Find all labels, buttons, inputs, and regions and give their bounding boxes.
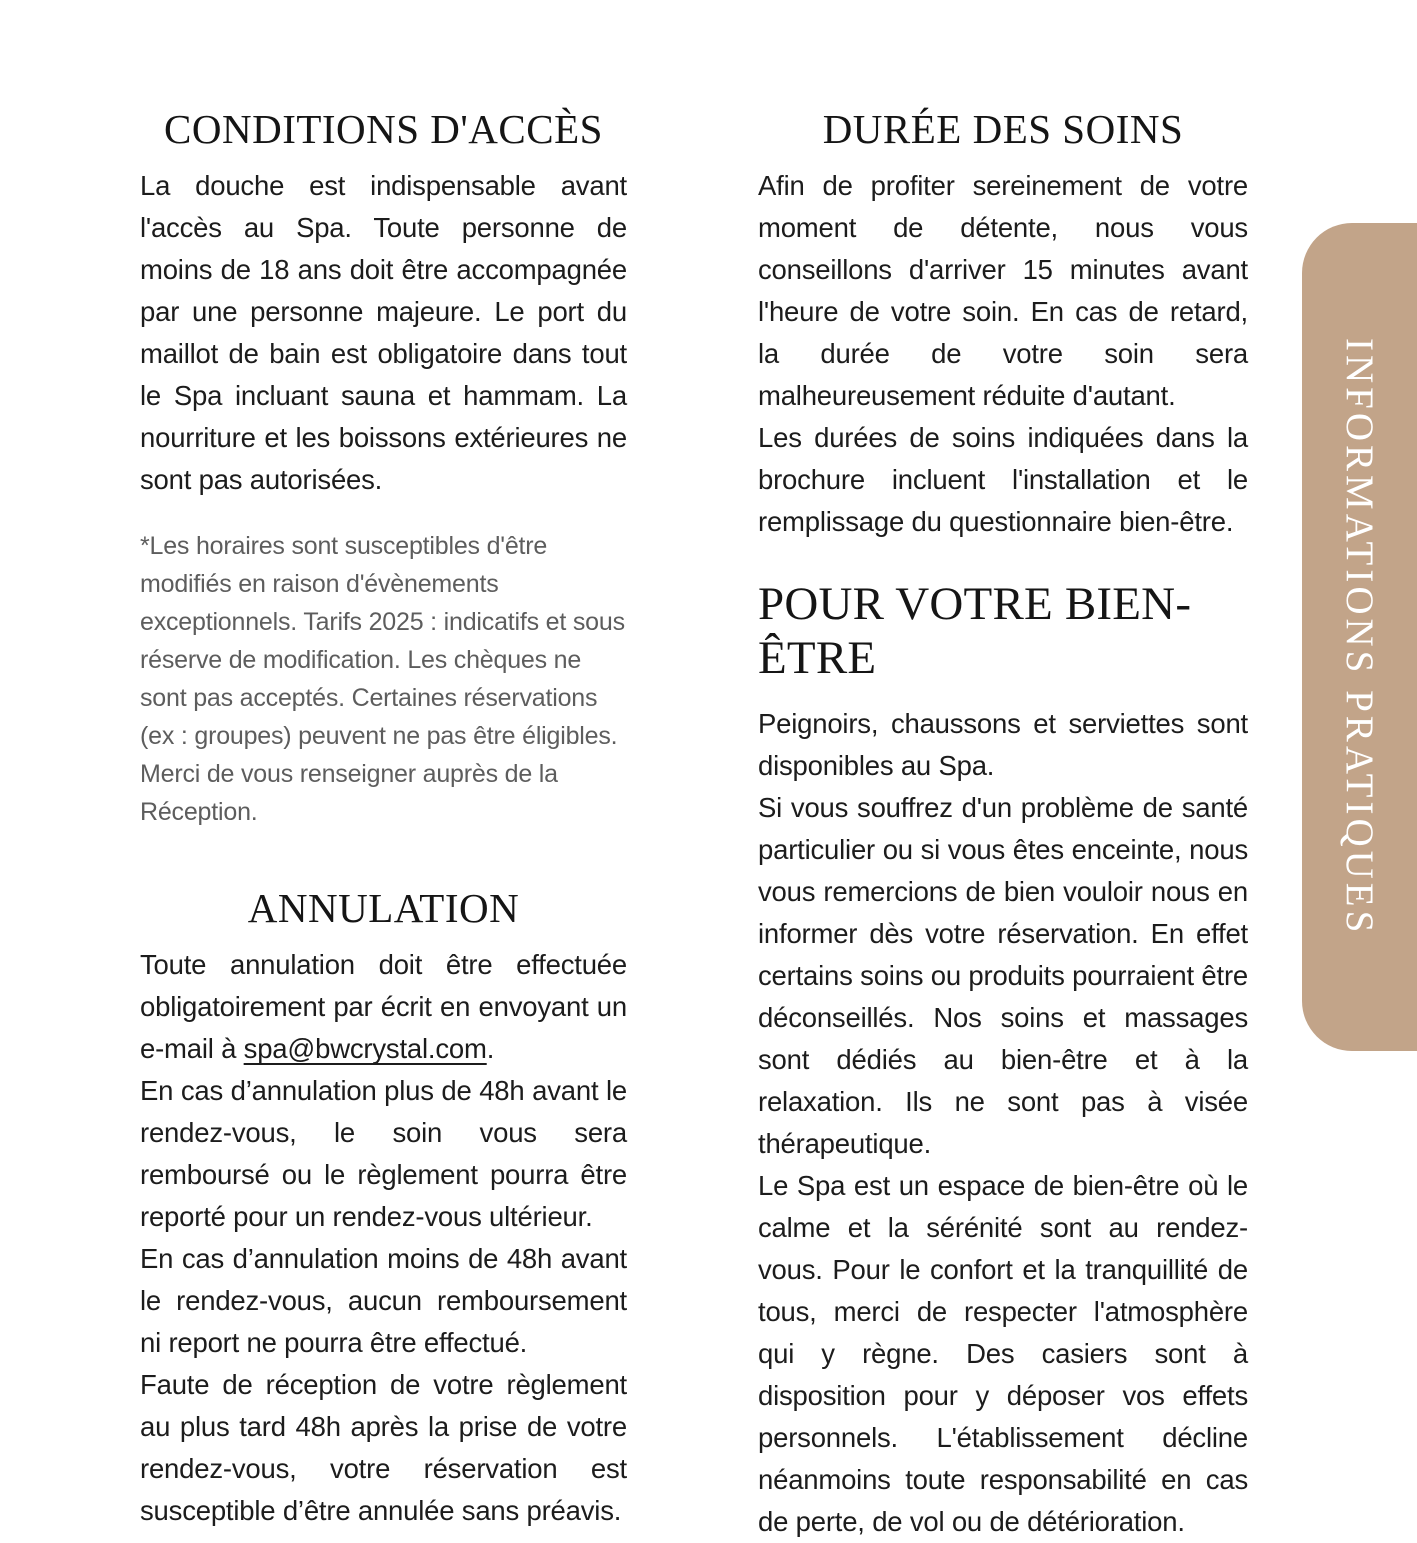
annulation-paragraph-4: Faute de réception de votre règlement au plus tard 48h après la prise de votre rendez-vous, votre réservation est susceptible d’être annulée sans préavis. [140,1369,627,1527]
conditions-paragraph: La douche est indispensable avant l'accès au Spa. Toute personne de moins de 18 ans doit être accompagnée par une personne majeure. Le port du maillot de bain est obligatoire dans tout le Spa incluant sauna et hammam. La nourriture et les boissons extérieures ne sont pas autorisées. [140,170,627,496]
conditions-access-title: CONDITIONS D'ACCÈS [164,106,603,152]
duree-paragraph-1: Afin de profiter sereinement de votre moment de détente, nous vous conseillons d'arriver 15 minutes avant l'heure de votre soin. En cas de retard, la durée de votre soin sera malheureusement réduite d'autant. [758,170,1248,412]
tab-label: INFORMATIONS PRATIQUES [1338,337,1381,937]
informations-pratiques-tab [1302,223,1417,1051]
annulation-text-before-email: Toute annulation doit être effectuée obligatoirement par écrit en envoyant un e-mail à [140,949,627,1065]
annulation-title: ANNULATION [247,885,520,932]
annulation-paragraph-1 [140,944,627,1070]
conditions-footnote: *Les horaires sont susceptibles d'être modifiés en raison d'évènements exceptionnels. Tarifs 2025 : indicatifs et sous réserve de modification. Les chèques ne sont pas acceptés. Certaines réservations (ex : groupes) peuvent ne pas être éligibles. Merci de vous renseigner auprès de la Réception. [140,532,625,827]
annulation-paragraph-3: En cas d’annulation moins de 48h avant le rendez-vous, aucun remboursement ni report ne pourra être effectué. [140,1243,627,1359]
annulation-text-after-email: . [486,1033,495,1065]
left-column [140,106,627,1543]
bien-etre-paragraph-1: Peignoirs, chaussons et serviettes sont disponibles au Spa. [758,708,1248,782]
right-column [758,106,1248,1543]
bien-etre-paragraph-3: Le Spa est un espace de bien-être où le calme et la sérénité sont au rendez-vous. Pour le confort et la tranquillité de tous, merci de respecter l'atmosphère qui y règne. Des casiers sont à disposition pour y déposer vos effets personnels. L'établissement décline néanmoins toute responsabilité en cas de perte, de vol ou de détérioration. [758,1170,1248,1538]
annulation-paragraph-2: En cas d’annulation plus de 48h avant le rendez-vous, le soin vous sera remboursé ou le règlement pourra être reporté pour un rendez-vous ultérieur. [140,1075,627,1233]
duree-soins-title: DURÉE DES SOINS [822,106,1184,152]
bien-etre-title: POUR VOTRE BIEN-ÊTRE [758,578,1192,685]
duree-paragraph-2: Les durées de soins indiquées dans la brochure incluent l'installation et le remplissage du questionnaire bien-être. [758,422,1248,538]
bien-etre-paragraph-2: Si vous souffrez d'un problème de santé particulier ou si vous êtes enceinte, nous vous remercions de bien vouloir nous en informer dès votre réservation. En effet certains soins ou produits pourraient être déconseillés. Nos soins et massages sont dédiés au bien-être et à la relaxation. Ils ne sont pas à visée thérapeutique. [758,792,1248,1160]
email-link[interactable]: spa@bwcrystal.com [243,1033,487,1065]
